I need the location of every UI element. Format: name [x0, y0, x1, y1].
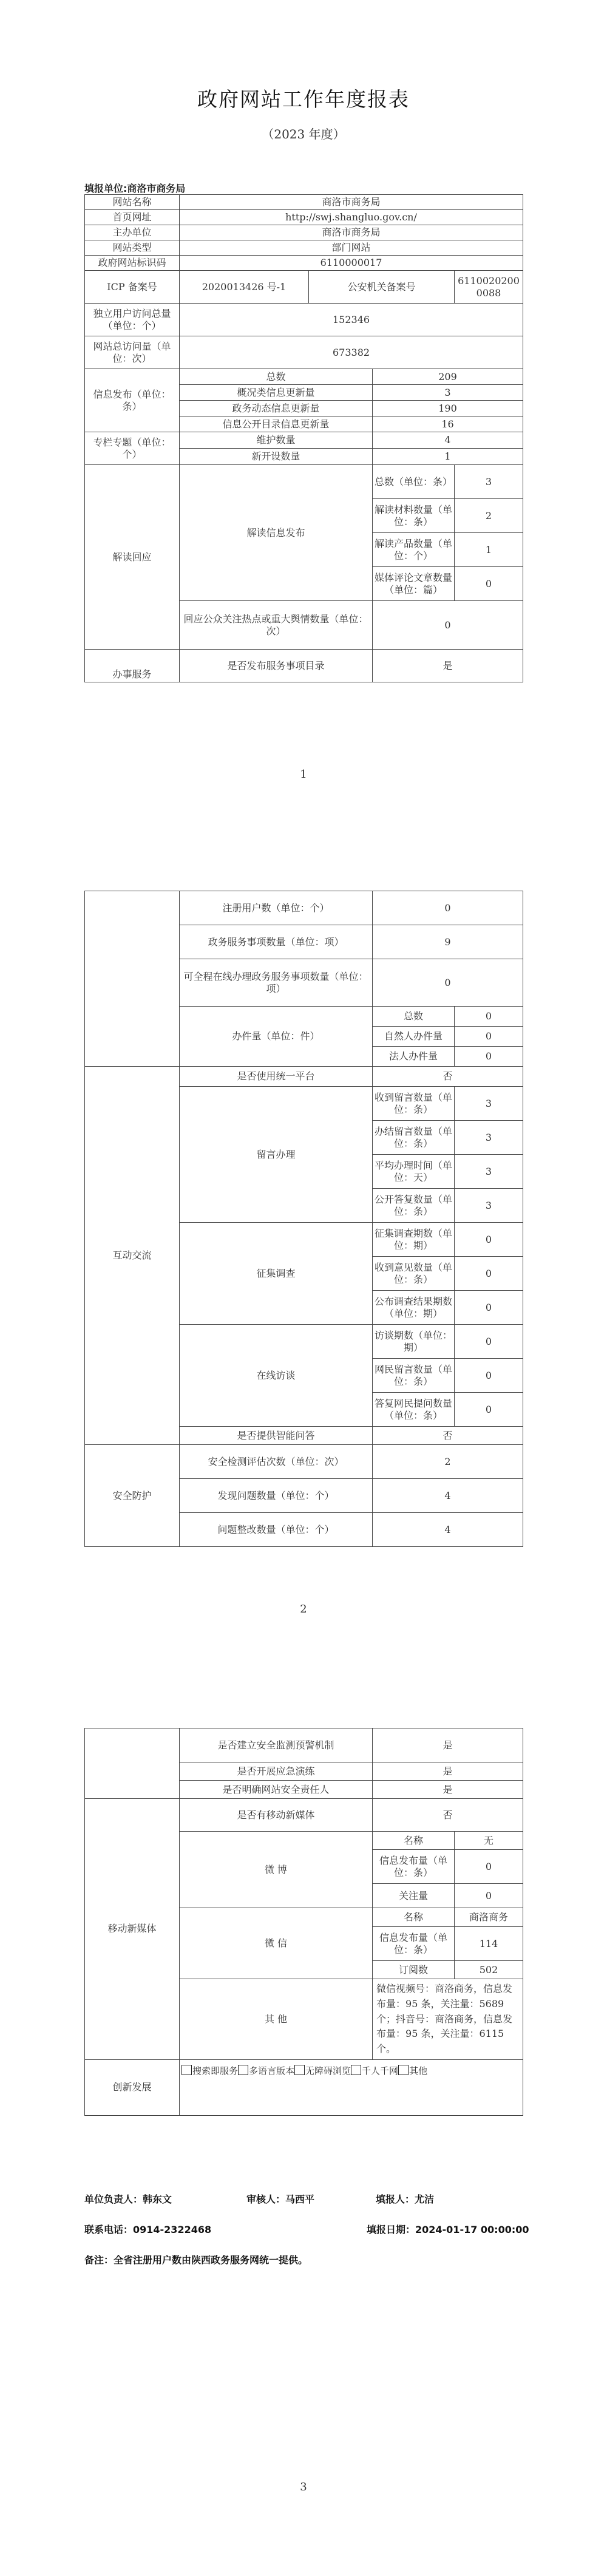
cell-label: 微 博	[180, 1832, 373, 1908]
filing-unit: 填报单位:商洛市商务局	[84, 183, 186, 194]
cell-label: 名称	[373, 1908, 455, 1927]
cell-label: 网站名称	[85, 195, 180, 210]
footer-contact	[84, 2222, 546, 2237]
cell-label: 公开答复数量（单位：条）	[373, 1189, 455, 1223]
checkbox-icon[interactable]	[351, 2065, 361, 2075]
checkbox-icon[interactable]	[181, 2065, 192, 2075]
cell-label	[85, 891, 180, 1067]
cell-label: 信息发布量（单位：条）	[373, 1850, 455, 1884]
cell-value: 0	[455, 1359, 523, 1393]
cell-value: 商洛市商务局	[180, 195, 523, 210]
fill-date: 填报日期：2024-01-17 00:00:00	[367, 2224, 529, 2235]
cell-label: 名称	[373, 1832, 455, 1850]
cell-value: 否	[373, 1427, 523, 1445]
cell-label: 首页网址	[85, 210, 180, 225]
cell-label: 新开设数量	[180, 449, 373, 465]
cell-label: 在线访谈	[180, 1325, 373, 1427]
cell-label: 是否使用统一平台	[180, 1067, 373, 1087]
cell-label: 收到意见数量（单位：条）	[373, 1257, 455, 1291]
cell-label: 总数	[180, 369, 373, 385]
cell-label: ICP 备案号	[85, 271, 180, 304]
cell-label: 独立用户访问总量（单位：个）	[85, 304, 180, 336]
cell-value: http://swj.shangluo.gov.cn/	[180, 210, 523, 225]
cell-label: 微 信	[180, 1908, 373, 1979]
cell-value: 2	[455, 499, 523, 533]
cell-value: 是	[373, 1762, 523, 1781]
cell-label: 征集调查	[180, 1223, 373, 1325]
cell-label: 可全程在线办理政务服务事项数量（单位：项）	[180, 959, 373, 1007]
cell-label: 互动交流	[85, 1067, 180, 1445]
report-title: 政府网站工作年度报表	[197, 87, 410, 111]
cell-value: 是	[373, 1781, 523, 1799]
cell-label: 是否发布服务事项目录	[180, 650, 373, 682]
cell-value: 0	[455, 567, 523, 601]
cell-value: 是	[373, 1728, 523, 1762]
cell-label: 征集调查期数（单位：期）	[373, 1223, 455, 1257]
page-number: 3	[300, 2481, 307, 2493]
cell-label: 收到留言数量（单位：条）	[373, 1087, 455, 1121]
cell-value: 2	[373, 1445, 523, 1479]
cell-label: 解读信息发布	[180, 465, 373, 601]
cell-value: 4	[373, 1479, 523, 1513]
checkbox-icon[interactable]	[294, 2065, 305, 2075]
cell-label: 信息发布量（单位：条）	[373, 1927, 455, 1961]
cell-label: 办事服务	[85, 650, 180, 682]
footer-note: 备注：全省注册用户数由陕西政务服务网统一提供。	[84, 2254, 308, 2266]
cell-label: 其 他	[180, 1979, 373, 2060]
cell-label: 政务服务事项数量（单位：项）	[180, 925, 373, 959]
cell-value: 2020013426 号-1	[180, 271, 309, 304]
cell-label: 维护数量	[180, 432, 373, 449]
cell-label: 网民留言数量（单位：条）	[373, 1359, 455, 1393]
cell-value: 0	[455, 1047, 523, 1067]
cell-label: 总数（单位：条）	[373, 465, 455, 499]
cell-value: 0	[455, 1007, 523, 1027]
cell-label: 总数	[373, 1007, 455, 1027]
cell-label: 订阅数	[373, 1961, 455, 1979]
cell-value: 3	[455, 1087, 523, 1121]
unit-leader: 单位负责人：韩东文	[84, 2194, 172, 2205]
footer-signers	[84, 2192, 546, 2206]
cell-label: 发现问题数量（单位：个）	[180, 1479, 373, 1513]
cell-value: 0	[373, 959, 523, 1007]
option-other[interactable]: 其他	[398, 2065, 427, 2076]
cell-value: 商洛市商务局	[180, 225, 523, 240]
cell-label: 公布调查结果期数（单位：期）	[373, 1291, 455, 1325]
cell-label: 解读产品数量（单位：个）	[373, 533, 455, 567]
cell-label: 安全检测评估次数（单位：次）	[180, 1445, 373, 1479]
cell-value: 0	[455, 1223, 523, 1257]
cell-label: 移动新媒体	[85, 1799, 180, 2060]
cell-value: 0	[455, 1850, 523, 1884]
cell-value: 61100202000088	[455, 271, 523, 304]
cell-label: 是否提供智能问答	[180, 1427, 373, 1445]
option-search-as-service[interactable]: 搜索即服务	[181, 2065, 238, 2076]
cell-value: 152346	[180, 304, 523, 336]
cell-label: 自然人办件量	[373, 1027, 455, 1047]
cell-label: 专栏专题（单位：个）	[85, 432, 180, 465]
cell-label: 是否有移动新媒体	[180, 1799, 373, 1832]
cell-value: 3	[455, 1121, 523, 1155]
option-accessibility[interactable]: 无障碍浏览	[294, 2065, 351, 2076]
cell-value: 商洛商务	[455, 1908, 523, 1927]
page-number: 2	[300, 1603, 307, 1616]
cell-label	[85, 1728, 180, 1799]
page-2	[0, 858, 607, 1717]
page-3	[0, 1717, 607, 2576]
cell-value: 0	[455, 1291, 523, 1325]
innovation-options	[180, 2059, 523, 2115]
contact-phone: 联系电话：0914-2322468	[84, 2224, 212, 2235]
page-number: 1	[300, 768, 307, 781]
cell-label: 解读回应	[85, 465, 180, 650]
cell-value: 502	[455, 1961, 523, 1979]
option-personalized[interactable]: 千人千网	[351, 2065, 398, 2076]
report-table-page-3	[84, 1728, 523, 2116]
cell-value: 673382	[180, 336, 523, 369]
cell-label: 信息发布（单位：条）	[85, 369, 180, 432]
cell-label: 安全防护	[85, 1445, 180, 1547]
cell-label: 公安机关备案号	[309, 271, 455, 304]
cell-label: 是否明确网站安全责任人	[180, 1781, 373, 1799]
cell-value: 无	[455, 1832, 523, 1850]
cell-label: 政府网站标识码	[85, 256, 180, 271]
cell-label: 主办单位	[85, 225, 180, 240]
cell-label: 回应公众关注热点或重大舆情数量（单位：次）	[180, 601, 373, 650]
cell-value: 是	[373, 650, 523, 682]
cell-value: 微信视频号：商洛商务，信息发布量：95 条，关注量：5689 个；抖音号：商洛商务，信息发布量：95 条，关注量：6115 个。	[373, 1979, 523, 2060]
cell-value: 3	[455, 1189, 523, 1223]
cell-value: 4	[373, 1513, 523, 1547]
cell-label: 访谈期数（单位：期）	[373, 1325, 455, 1359]
cell-label: 政务动态信息更新量	[180, 401, 373, 416]
cell-label: 办件量（单位：件）	[180, 1007, 373, 1067]
cell-label: 网站类型	[85, 240, 180, 256]
cell-value: 部门网站	[180, 240, 523, 256]
cell-value: 0	[373, 601, 523, 650]
checkbox-icon[interactable]	[398, 2065, 409, 2075]
cell-label: 解读材料数量（单位：条）	[373, 499, 455, 533]
cell-value: 190	[373, 401, 523, 416]
cell-label: 留言办理	[180, 1087, 373, 1223]
cell-value: 114	[455, 1927, 523, 1961]
report-table-page-2	[84, 891, 523, 1547]
cell-label: 办结留言数量（单位：条）	[373, 1121, 455, 1155]
filler: 填报人：尤洁	[376, 2194, 435, 2205]
cell-label: 问题整改数量（单位：个）	[180, 1513, 373, 1547]
cell-value: 否	[373, 1799, 523, 1832]
report-year: （2023 年度）	[262, 127, 345, 141]
cell-value: 1	[373, 449, 523, 465]
cell-label: 是否开展应急演练	[180, 1762, 373, 1781]
cell-value: 3	[455, 1155, 523, 1189]
cell-value: 16	[373, 416, 523, 432]
cell-label: 答复网民提问数量（单位：条）	[373, 1393, 455, 1427]
cell-label: 网站总访问量（单位：次）	[85, 336, 180, 369]
cell-label: 创新发展	[85, 2059, 180, 2115]
page-1	[0, 0, 607, 858]
cell-value: 0	[455, 1027, 523, 1047]
cell-value: 1	[455, 533, 523, 567]
cell-label: 媒体评论文章数量（单位：篇）	[373, 567, 455, 601]
cell-value: 否	[373, 1067, 523, 1087]
cell-value: 4	[373, 432, 523, 449]
cell-label: 平均办理时间（单位：天）	[373, 1155, 455, 1189]
checkbox-icon[interactable]	[238, 2065, 248, 2075]
cell-value: 0	[455, 1393, 523, 1427]
cell-label: 是否建立安全监测预警机制	[180, 1728, 373, 1762]
cell-label: 关注量	[373, 1884, 455, 1908]
cell-value: 3	[455, 465, 523, 499]
cell-label: 注册用户数（单位：个）	[180, 891, 373, 925]
cell-value: 0	[455, 1257, 523, 1291]
report-table-page-1	[84, 194, 523, 682]
cell-value: 6110000017	[180, 256, 523, 271]
cell-value: 0	[455, 1325, 523, 1359]
cell-label: 信息公开目录信息更新量	[180, 416, 373, 432]
option-multilanguage[interactable]: 多语言版本	[238, 2065, 294, 2076]
cell-value: 0	[373, 891, 523, 925]
cell-label: 概况类信息更新量	[180, 385, 373, 401]
cell-value: 209	[373, 369, 523, 385]
cell-value: 0	[455, 1884, 523, 1908]
reviewer: 审核人：马西平	[246, 2194, 315, 2205]
cell-label: 法人办件量	[373, 1047, 455, 1067]
cell-value: 3	[373, 385, 523, 401]
cell-value: 9	[373, 925, 523, 959]
